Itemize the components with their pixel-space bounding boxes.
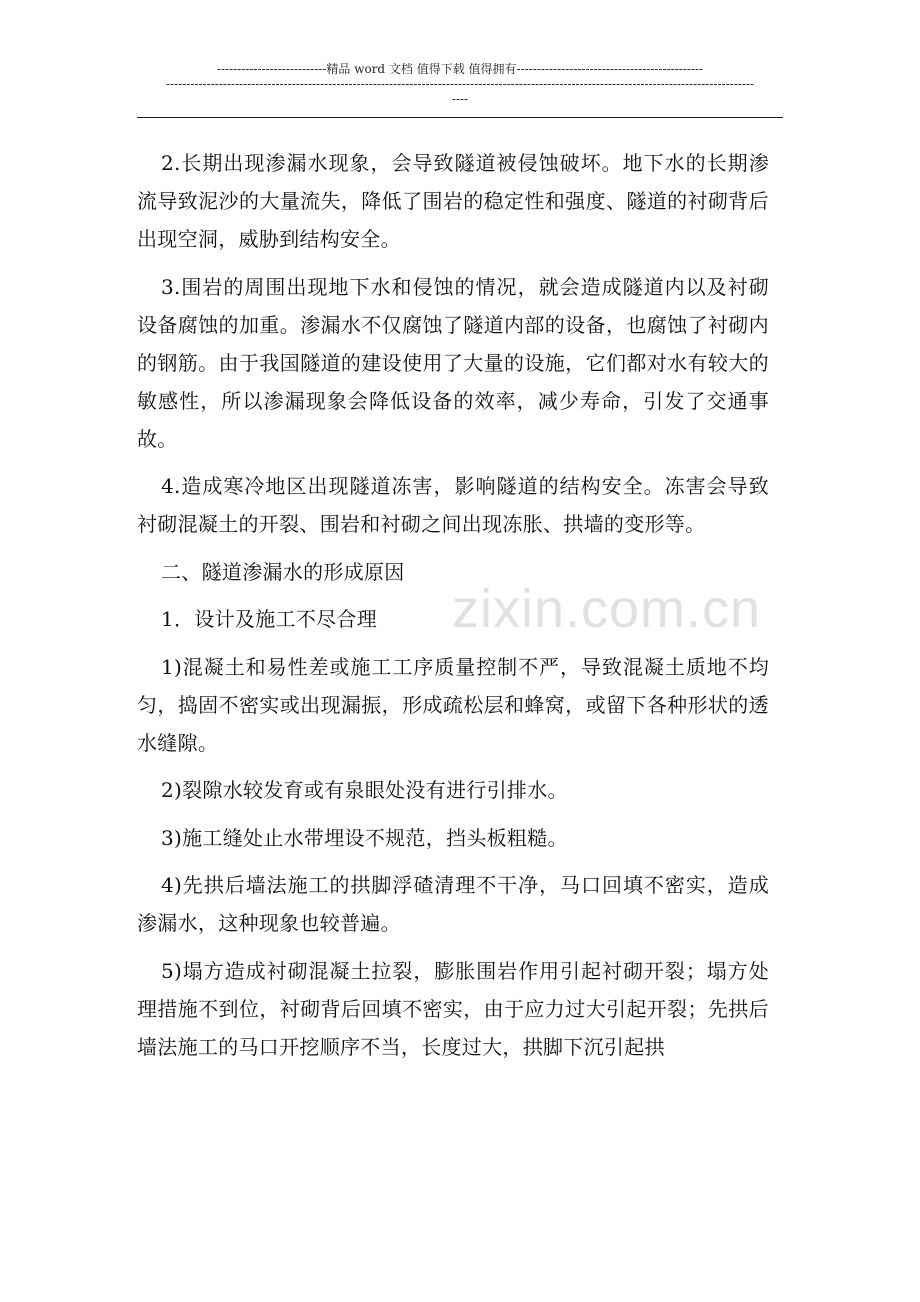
paragraph: 2)裂隙水较发育或有泉眼处没有进行引排水。	[161, 778, 568, 802]
paragraph: 3)施工缝处止水带埋设不规范，挡头板粗糙。	[161, 825, 568, 850]
paragraph: 4.造成寒冷地区出现隧道冻害，影响隧道的结构安全。冻害会导致衬砌混凝土的开裂、围岩和衬砌之间出现冻胀、拱墙的变形等。	[137, 474, 769, 536]
header-line-3: ----	[451, 92, 469, 106]
document-body	[137, 144, 769, 1075]
paragraph: 2.长期出现渗漏水现象，会导致隧道被侵蚀破坏。地下水的长期渗流导致泥沙的大量流失，降低了围岩的稳定性和强度、隧道的衬砌背后出现空洞，威胁到结构安全。	[137, 151, 769, 251]
paragraph: 5)塌方造成衬砌混凝土拉裂，膨胀围岩作用引起衬砌开裂；塌方处理措施不到位，衬砌背后回填不密实，由于应力过大引起开裂；先拱后墙法施工的马口开挖顺序不当，长度过大，拱脚下沉引起拱	[137, 958, 769, 1059]
header-line-1: ---------------------------精品 word 文档 值得下载 值得拥有----------------------------------------------	[216, 62, 704, 76]
section-heading: 二、隧道渗漏水的形成原因	[161, 559, 405, 584]
paragraph: 1)混凝土和易性差或施工工序质量控制不严，导致混凝土质地不均匀，捣固不密实或出现漏振，形成疏松层和蜂窝，或留下各种形状的透水缝隙。	[137, 654, 769, 755]
header-line-2: -------------------------------------------------------------------------------------------------------------------------------------------------	[166, 77, 754, 91]
paragraph: 4)先拱后墙法施工的拱脚浮碴清理不干净，马口回填不密实，造成渗漏水，这种现象也较普遍。	[137, 873, 769, 935]
paragraph: 3.围岩的周围出现地下水和侵蚀的情况，就会造成隧道内以及衬砌设备腐蚀的加重。渗漏水不仅腐蚀了隧道内部的设备，也腐蚀了衬砌内的钢筋。由于我国隧道的建设使用了大量的设施，它们都对水有较大的敏感性，所以渗漏现象会降低设备的效率，减少寿命，引发了交通事故。	[137, 274, 769, 451]
subsection-heading: 1．设计及施工不尽合理	[161, 607, 378, 631]
watermark: zixin.com.cn	[452, 579, 762, 639]
page-header	[137, 62, 783, 107]
header-divider	[137, 117, 783, 118]
